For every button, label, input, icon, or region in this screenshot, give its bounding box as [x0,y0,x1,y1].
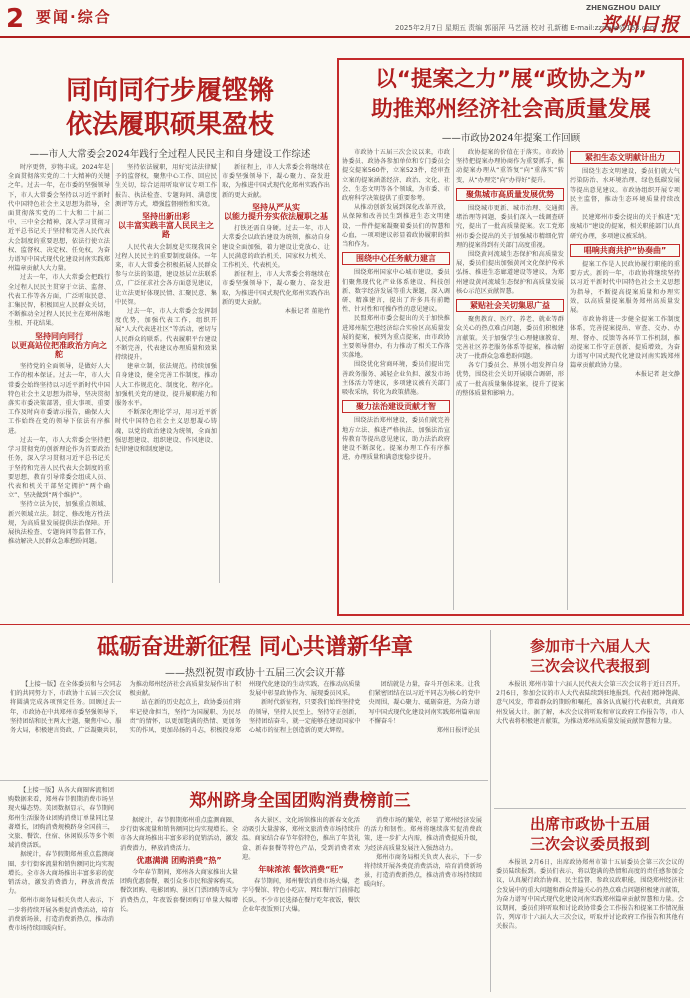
bottom-column-4: 消费市场的繁荣，彰显了郑州经济发展的活力和韧性。郑州将继续落实促消费政策，进一步扩大内需，推动消费提质升级，为经济高质量发展注入强劲动力。 郑州市商务局相关负责人表示，下一步将持续开展各类促消费活动，培育消费新场景，打造消费新热点，推动消费市场持续回暖向好。 [364,817,482,889]
left-subhead-1b: 以更高站位把准政治方向之舵 [11,340,107,360]
side-top-title-line2: 三次会议代表报到 [529,657,650,675]
section-divider [0,780,488,781]
side-bottom-title-line2: 三次会议委员报到 [529,835,650,853]
bottom-subhead-2: 年味浓浓 餐饮消费“旺” [258,865,344,875]
column-rule [453,148,454,610]
side-top-body: 本报讯 郑州市第十六届人民代表大会第三次会议将于近日召开。2月6日，参加会议的市人大代表陆续到驻地报到。代表们精神饱满、意气风发，带着群众的期盼和嘱托，准备认真履行代表职责，共商郑州发展大计。据了解，本次会议将听取和审议政府工作报告等，市人大代表将积极建言献策，为推动郑州高质量发展贡献智慧和力量。 [496,681,684,725]
page-number: 2 [6,4,25,34]
side-bottom-body: 本报讯 2月6日，出席政协郑州市第十五届委员会第三次会议的委员陆续报到。委员们表示，将以饱满的热情和高度的责任感参加会议，认真履行政治协商、民主监督、参政议政职能，围绕郑州经济社会发展中的重大问题和群众普遍关心的热点难点问题积极建言献策，为奋力谱写中国式现代化建设河南实践郑州篇章贡献智慧和力量。会议期间，委员们将听取和讨论政协常委会工作报告和提案工作情况报告，列席市十六届人大三次会议，听取并讨论政府工作报告和其他有关报告。 [496,859,684,931]
left-subhead-2: 坚持出新出彩 [142,212,190,222]
right-subhead-2: 聚力法治建设贡献才智 [342,400,450,413]
left-title-line2: 依法履职硕果盈枝 [65,110,274,140]
bottom-column-2: 据统计，春节假期郑州重点监测商圈、步行街客流量和销售额同比均实现增长。全市各大商场推出丰富多彩的促销活动，激发消费潜力，释放消费活力。 优惠满满 团购消费“热” 今年春节期间，郑州各大商家推出大量团购优惠套餐，吸引众多市民和游客购买。餐饮团购、电影团购、景区门票团购等成为消费热点，年夜饭套餐团购订单量大幅增长。 [120,817,238,913]
right-column-2: 政协提案的价值在于落实。市政协坚持把提案办理协商作为重要抓手，推动提案办理从“重答复”向“重落实”转变，从“办理完”向“办得好”提升。 聚焦城市高质量发展优势 围绕城市更新、城市治理、交通拥堵治理等问题，委员们深入一线调查研究，提出了一批高质量提案。农工党郑州市委会提出的关于加强城市精细化管理的提案得到有关部门高度重视。 围绕黄河流域生态保护和高质量发展，委员们提出加强黄河文化保护传承弘扬、推进生态廊道建设等建议，为郑州建设黄河流域生态保护和高质量发展核心示范区贡献智慧。 紧贴社会关切集思广益 聚焦教育、医疗、养老、就业等群众关心的热点难点问题，委员们积极建言献策。关于加强学生心理健康教育、完善社区养老服务体系等提案，推动解决了一批群众急难愁盼问题。 各专门委员会、界别小组发挥自身优势，围绕社会关切开展联合调研，形成了一批高质量集体提案，提升了提案的整体质量和影响力。 [456,149,564,397]
side-top-title-line1: 参加市十六届人大 [529,637,650,655]
right-title-line1: 以“提案之力”展“政协之为” [375,67,647,92]
paper-name-en: ZHENGZHOU DAILY [586,4,661,12]
right-title-line2: 助推郑州经济社会高质量发展 [371,97,651,122]
left-column-3: 新征程上，市人大常委会将继续在市委坚强领导下，凝心聚力、奋发进取，为推进中国式现代化郑州实践作出新的更大贡献。 坚持从严从实 以能力提升夯实依法履职之基 打铁还需自身硬。过去一年，市人大常委会以政治建设为统领，推动自身建设全面加强，着力建设让党放心、让人民满意的政治机关、国家权力机关、工作机关、代表机关。 新征程上，市人大常委会将继续在市委坚强领导下，凝心聚力、奋发进取，为推进中国式现代化郑州实践作出新的更大贡献。 本报记者 董艳竹 [222,164,330,316]
column-rule [112,163,113,583]
mid-title: 砥砺奋进新征程 同心共谱新华章 [97,635,413,660]
section-divider [0,624,690,625]
right-byline: 本报记者 赵文静 [634,371,680,379]
left-subhead-2b: 以丰富实践丰富人民民主之路 [118,221,214,240]
right-subhead-3: 聚焦城市高质量发展优势 [456,188,564,201]
right-column-1: 市政协十五届三次会议以来，市政协委员、政协各参加单位和专门委员会提交提案560件，立案523件，经审查立案的提案涵盖经济、政治、文化、社会、生态文明等各个领域，为市委、市政府科学决策提供了重要参考。 从推动创新发展到深化改革开放，从保障和改善民生到推进生态文明建设，一件件提案凝聚着委员们的智慧和心血，一项项建议彰显着政协履职的担当和作为。 围绕中心任务献力建言 围绕郑州国家中心城市建设，委员们聚焦现代化产业体系建设、科技创新、数字经济发展等重大课题，深入调研、精准建言，提出了许多具有前瞻性、针对性和可操作性的意见建议。 民盟郑州市委会提出的关于加快推进郑州航空港经济综合实验区高质量发展的提案，被列为重点提案，由市政协主要领导督办，有力推动了相关工作落实落地。 围绕优化营商环境，委员们提出完善政务服务、减轻企业负担、激发市场主体活力等建议，多项建议被有关部门吸收采纳，转化为政策措施。 聚力法治建设贡献才智 围绕法治郑州建设，委员们就完善地方立法、推进严格执法、加强法治宣传教育等提出意见建议，助力法治政府建设不断深化。提案办理工作有序推进，办理质量和满意度稳步提升。 [342,149,450,462]
left-column-1: 时序更替，岁物丰成。2024年是全面贯彻落实党的二十大精神的关键之年。过去一年，在市委的坚强领导下，市人大常委会坚持以习近平新时代中国特色社会主义思想为指导，全面贯彻落实党的二十大和二十届二中、三中全会精神，深入学习贯彻习近平总书记关于坚持和完善人民代表大会制度的重要思想，依法行使立法权、监督权、决定权、任免权，为奋力谱写中国式现代化建设河南实践郑州篇章贡献人大力量。 过去一年，市人大常委会把践行全过程人民民主贯穿于立法、监督、代表工作等各方面，广泛听取民意、汇集民智，积极回应人民群众关切，不断推动全过程人民民主在郑州落地生根、开花结果。 坚持同向同行 以更高站位把准政治方向之舵 坚持党的全面领导，是做好人大工作的根本保证。过去一年，市人大常委会始终坚持以习近平新时代中国特色社会主义思想为指导，坚决贯彻落实市委决策部署，重大事项、重要工作及时向市委请示报告，确保人大工作始终在党的领导下依法有序推进。 过去一年，市人大常委会坚持把学习贯彻党的创新理论作为首要政治任务，深入学习贯彻习近平总书记关于坚持和完善人民代表大会制度的重要思想，教育引导常委会组成人员、代表和机关干部坚定拥护“两个确立”、坚决做到“两个维护”。 坚持立法为民，加强重点领域、新兴领域立法。制定、修改地方性法规，为高质量发展提供法治保障。开展执法检查、专题询问等监督工作，推动解决人民群众急难愁盼问题。 [8,164,110,546]
paper-logo: 郑州日报 [600,14,681,36]
column-rule [567,148,568,610]
section-title: 要闻·综合 [36,8,112,26]
left-byline: 本报记者 董艳竹 [284,308,330,316]
section-divider [494,808,686,809]
left-subhead-3: 坚持从严从实 [252,202,300,212]
mid-sign: 郑州日报评论员 [436,727,480,735]
mid-subtitle: ——热烈祝贺市政协十五届三次会议开幕 [165,668,345,679]
right-column-3: 紧扣生态文明献计出力 围绕生态文明建设，委员们就大气污染防治、水环境治理、绿色低碳发展等提出意见建议。市政协组织开展专项民主监督，推动生态环境质量持续改善。 民建郑州市委会提出的关于推进“无废城市”建设的提案，相关职能部门认真研究办理，多项建议被采纳。 唱响共商共护“协奏曲” 提案工作是人民政协履行职能的重要方式。新的一年，市政协将继续坚持以习近平新时代中国特色社会主义思想为指导，不断提高提案质量和办理实效，以高质量提案服务郑州高质量发展。 市政协将进一步健全提案工作制度体系，完善提案提出、审查、交办、办理、督办、反馈等各环节工作机制，推动提案工作守正创新、提质增效，为奋力谱写中国式现代化建设河南实践郑州篇章贡献政协力量。 本报记者 赵文静 [570,153,680,379]
date-line: 2025年2月7日 星期五 责编 郭丽萍 马艺涵 校对 孔新穗 E-mail:zzrbyw@163.com [395,24,657,32]
left-subhead-3b: 以能力提升夯实依法履职之基 [224,212,328,222]
left-subtitle: ——市人大常委会2024年践行全过程人民民主和自身建设工作综述 [29,149,311,160]
bottom-subhead-1: 优惠满满 团购消费“热” [136,855,222,865]
right-subhead-4: 紧贴社会关切集思广益 [456,299,564,312]
left-subhead-1: 坚持同向同行 [35,331,83,341]
column-rule [490,630,491,992]
bottom-column-1: 【上接一版】从各大商圈客流和团购数据来看，郑州春节假期消费市场呈现火爆态势。美团数据显示，春节期间郑州生活服务业团购消费订单量同比显著增长，团购消费规模跻身全国前三，文旅、餐饮、住宿、休闲娱乐等多个领域消费活跃。 据统计，春节假期郑州重点监测商圈、步行街客流量和销售额同比均实现增长。全市各大商场推出丰富多彩的促销活动，激发消费潜力，释放消费活力。 郑州市商务局相关负责人表示，下一步将持续开展各类促消费活动，培育消费新场景，打造消费新热点，推动消费市场持续回暖向好。 [8,787,114,933]
right-subhead-5: 紧扣生态文明献计出力 [570,151,680,164]
side-bottom-title-line1: 出席市政协十五届 [529,815,650,833]
right-subhead-6: 唱响共商共护“协奏曲” [570,244,680,257]
column-rule [219,163,220,583]
mid-body: 【上接一版】在全体委员和与会同志们的共同努力下，市政协十五届三次会议将圆满完成各项预定任务。回顾过去一年，市政协在中共郑州市委坚强领导下，坚持团结和民主两大主题，聚焦中心、服务大局，积极建言资政、广泛凝聚共识，为推动郑州经济社会高质量发展作出了积极贡献。 站在新的历史起点上，政协委员们将牢记使命担当，坚持“为国履职、为民尽责”的情怀，以更加饱满的热情、更加务实的作风、更加昂扬的斗志，积极投身郑州现代化建设的生动实践，在推动高质量发展中彰显政协作为、展现委员风采。 新时代新征程，只要我们始终坚持党的领导，坚持人民至上，坚持守正创新，坚持团结奋斗，就一定能够在建设国家中心城市的征程上创造新的更大辉煌。 团结就是力量，奋斗开创未来。让我们紧密团结在以习近平同志为核心的党中央周围，凝心聚力、砥砺奋进，为奋力谱写中国式现代化建设河南实践郑州篇章而不懈奋斗！ 郑州日报评论员 [10,681,480,735]
right-subhead-1: 围绕中心任务献力建言 [342,252,450,265]
bottom-column-3: 各大景区、文化场馆推出的新春文化活动吸引大量游客，郑州文旅消费市场持续升温。商家结合春节年俗特色，推出了年货礼盒、新春套餐等特色产品，受到消费者欢迎。 年味浓浓 餐饮消费“旺” 春节期间，郑州餐饮消费市场火爆，老字号餐馆、特色小吃店、网红餐厅门前排起长队。不少市民选择在餐厅吃年夜饭，餐饮企业年夜饭预订火爆。 [242,817,360,913]
right-subtitle: ——市政协2024年提案工作回顾 [441,133,581,144]
left-column-2: 坚持依法履职，用好宪法法律赋予的监督权，聚焦中心工作、回应民生关切，综合运用听取审议专项工作报告、执法检查、专题询问、满意度测评等方式，增强监督刚性和实效。 坚持出新出彩 以丰富实践丰富人民民主之路 人民代表大会制度是实现我国全过程人民民主的重要制度载体。一年来，市人大常委会积极拓展人民群众参与立法的渠道，建设基层立法联系点，广泛征求社会各方面意见建议，让立法更好体现民情、汇聚民意、集中民智。 过去一年，市人大常委会发挥制度优势，加强代表工作，组织开展“人大代表进社区”等活动，密切与人民群众的联系。代表履职平台建设不断完善，代表建议办理质量和效果持续提升。 建章立制，依法规范。持续加强自身建设，健全完善工作制度，推动人大工作规范化、制度化、程序化。加强机关党的建设，提升履职能力和服务水平。 不断深化理论学习，用习近平新时代中国特色社会主义思想凝心铸魂，以党的政治建设为统领，全面加强思想建设、组织建设、作风建设、纪律建设和制度建设。 [115,164,217,454]
left-title-line1: 同向同行步履铿锵 [65,76,274,106]
bottom-title: 郑州跻身全国团购消费榜前三 [189,791,411,811]
header-rule [0,36,690,38]
